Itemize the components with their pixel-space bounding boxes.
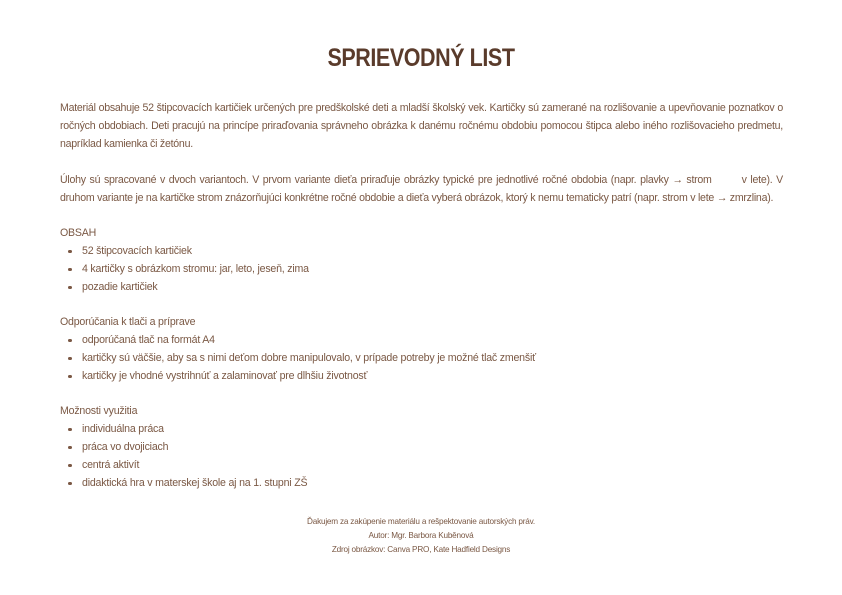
list-item: práca vo dvojiciach — [60, 438, 783, 456]
section-title: OBSAH — [60, 227, 97, 239]
list-item: kartičky sú väčšie, aby sa s nimi deťom dobre manipulovalo, v prípade potreby je možné tlač zmenšiť — [60, 349, 783, 367]
list-item: 4 kartičky s obrázkom stromu: jar, leto, jeseň, zima — [60, 260, 783, 278]
section-title: Možnosti využitia — [60, 405, 138, 417]
document-body — [60, 99, 783, 492]
footer-author: Autor: Mgr. Barbora Kuběnová — [368, 531, 474, 540]
footer-image-source: Zdroj obrázkov: Canva PRO, Kate Hadfield Designs — [331, 545, 511, 554]
bullet-list — [60, 242, 783, 296]
bullet-list — [60, 420, 783, 492]
list-item: 52 štipcovacích kartičiek — [60, 242, 783, 260]
list-item: pozadie kartičiek — [60, 278, 783, 296]
tasks-paragraph — [60, 171, 783, 207]
section-print-recommendations — [60, 313, 783, 385]
list-item: individuálna práca — [60, 420, 783, 438]
tasks-text-part1: Úlohy sú spracované v dvoch variantoch. V prvom variante dieťa priraďuje obrázky typické pre jednotlivé ročné obdobia (napr. plavky → strom — [60, 174, 712, 186]
list-item: didaktická hra v materskej škole aj na 1. stupni ZŠ — [60, 474, 783, 492]
footer — [0, 515, 842, 557]
section-usage — [60, 402, 783, 492]
section-contents — [60, 224, 783, 296]
section-title: Odporúčania k tlači a príprave — [60, 316, 196, 328]
list-item: centrá aktivít — [60, 456, 783, 474]
footer-thanks: Ďakujem za zakúpenie materiálu a rešpektovanie autorských práv. — [307, 517, 535, 526]
bullet-list — [60, 331, 783, 385]
page-title: SPRIEVODNÝ LIST — [327, 44, 515, 72]
tasks-text-part2: v lete). V druhom variante je na kartičke strom znázorňujúci konkrétne ročné obdobie a dieťa vyberá obrázok, ktorý k nemu tematicky patrí (napr. strom v lete → zmrzlina). — [60, 174, 783, 204]
intro-paragraph: Materiál obsahuje 52 štipcovacích kartičiek určených pre predškolské deti a mladší školský vek. Kartičky sú zamerané na rozlišovanie a upevňovanie poznatkov o ročných obdobiach. Deti pracujú na princípe priraďovania správneho obrázka k danému ročnému obdobiu pomocou štipca alebo iného rozlišovacieho predmetu, napríklad kamienka či žetónu. — [60, 102, 783, 150]
list-item: odporúčaná tlač na formát A4 — [60, 331, 783, 349]
list-item: kartičky je vhodné vystrihnúť a zalaminovať pre dlhšiu životnosť — [60, 367, 783, 385]
